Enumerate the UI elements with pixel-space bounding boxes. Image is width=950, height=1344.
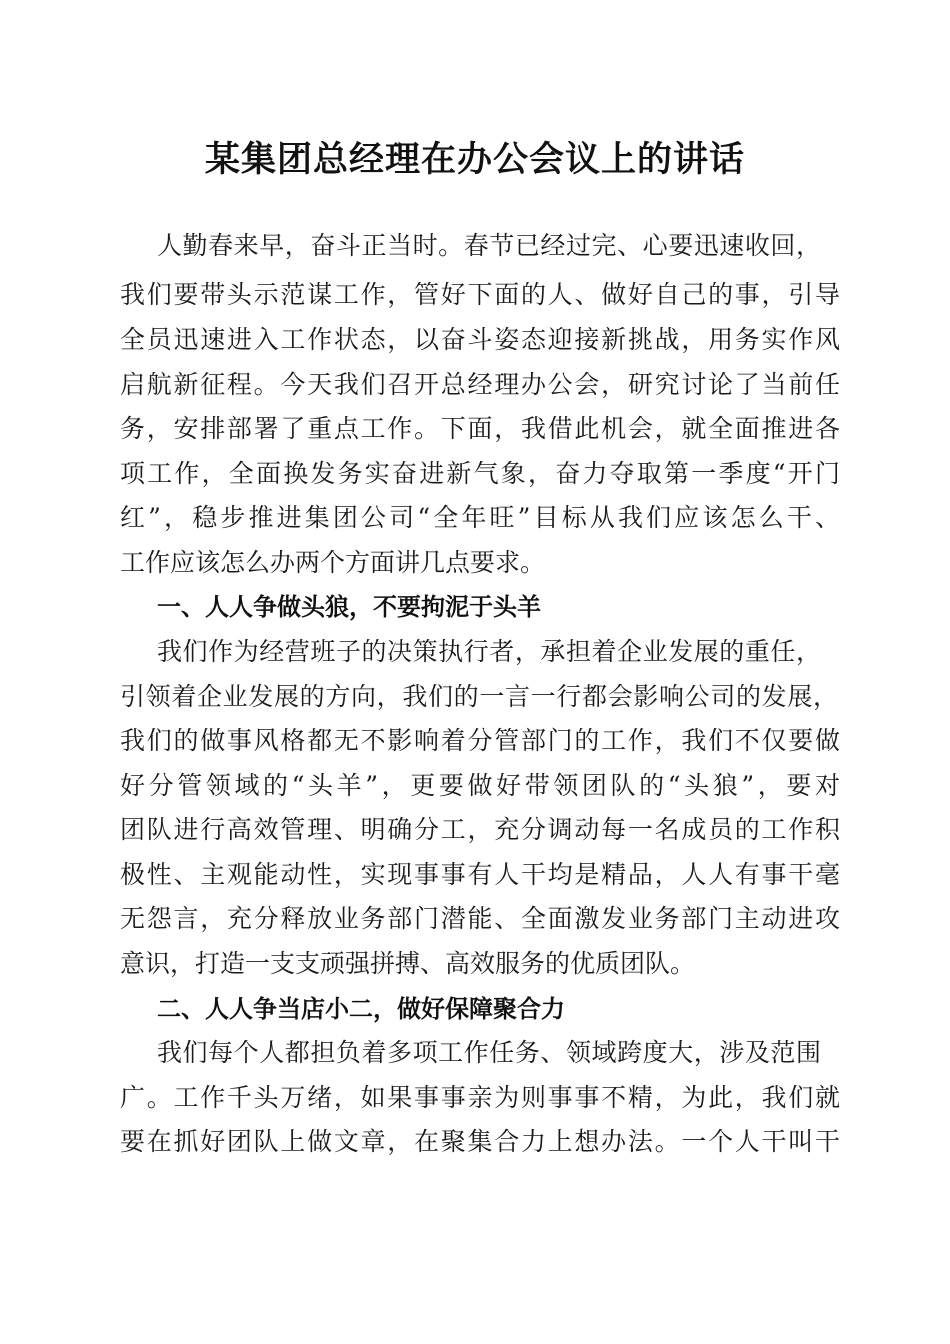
paragraph-line: 红”，稳步推进集团公司“全年旺”目标从我们应该怎么干、 — [120, 503, 840, 532]
paragraph-line: 启航新征程。今天我们召开总经理办公会，研究讨论了当前任 — [120, 370, 840, 399]
paragraph-line: 意识，打造一支支顽强拼搏、高效服务的优质团队。 — [120, 949, 696, 978]
document-title: 某集团总经理在办公会议上的讲话 — [204, 139, 745, 180]
paragraph-line: 我们的做事风格都无不影响着分管部门的工作，我们不仅要做 — [120, 726, 840, 755]
paragraph-line: 我们要带头示范谋工作，管好下面的人、做好自己的事，引导 — [120, 280, 840, 309]
section-heading-1: 一、人人争做头狼，不要拘泥于头羊 — [157, 593, 541, 621]
paragraph-line: 广。工作千头万绪，如果事事亲为则事事不精，为此，我们就 — [120, 1083, 840, 1112]
section-heading-2: 二、人人争当店小二，做好保障聚合力 — [157, 995, 565, 1023]
paragraph-line: 人勤春来早，奋斗正当时。春节已经过完、心要迅速收回， — [157, 231, 821, 260]
paragraph-line: 要在抓好团队上做文章，在聚集合力上想办法。一个人干叫干 — [120, 1127, 840, 1156]
paragraph-line: 全员迅速进入工作状态，以奋斗姿态迎接新挑战，用务实作风 — [120, 325, 840, 354]
paragraph-line: 项工作，全面换发务实奋进新气象，奋力夺取第一季度“开门 — [120, 459, 840, 488]
paragraph-line: 工作应该怎么办两个方面讲几点要求。 — [120, 548, 546, 577]
paragraph-line: 我们作为经营班子的决策执行者，承担着企业发展的重任， — [157, 637, 821, 666]
paragraph-line: 极性、主观能动性，实现事事有人干均是精品，人人有事干毫 — [120, 860, 840, 889]
paragraph-line: 引领着企业发展的方向，我们的一言一行都会影响公司的发展， — [120, 682, 838, 711]
paragraph-line: 无怨言，充分释放业务部门潜能、全面激发业务部门主动进攻 — [120, 904, 840, 933]
paragraph-line: 我们每个人都担负着多项工作任务、领域跨度大，涉及范围 — [157, 1038, 821, 1067]
paragraph-line: 务，安排部署了重点工作。下面，我借此机会，就全面推进各 — [120, 414, 840, 443]
paragraph-line: 团队进行高效管理、明确分工，充分调动每一名成员的工作积 — [120, 815, 840, 844]
paragraph-line: 好分管领域的“头羊”，更要做好带领团队的“头狼”，要对 — [120, 771, 840, 800]
